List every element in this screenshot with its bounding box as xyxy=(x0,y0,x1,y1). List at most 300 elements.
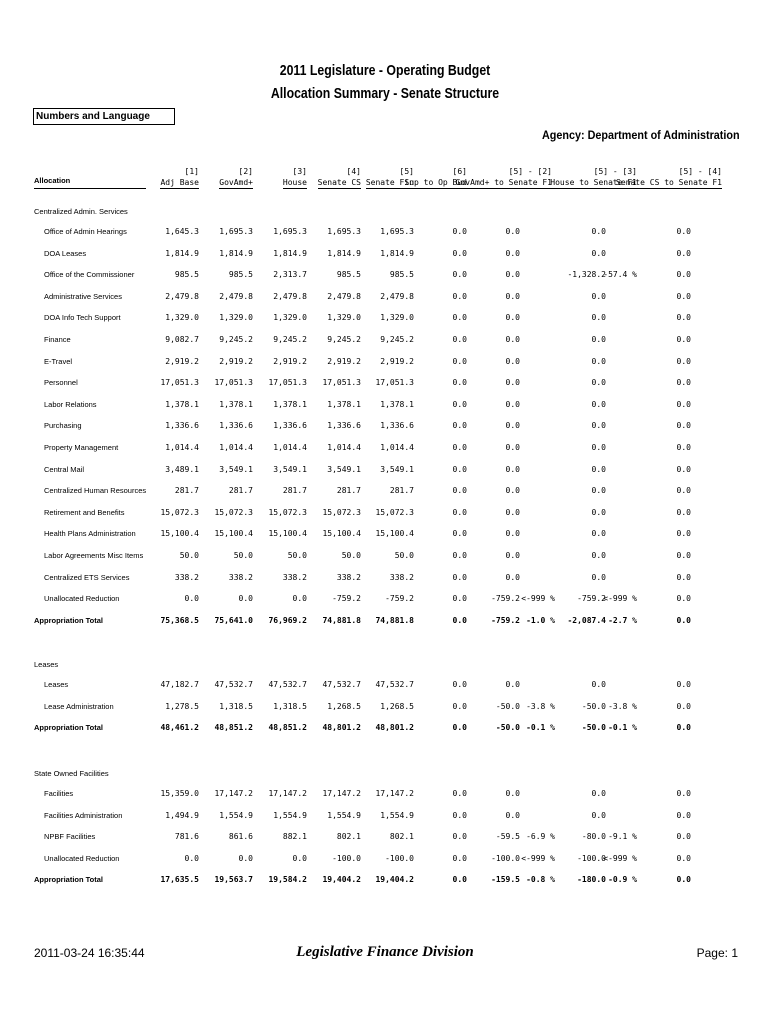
table-row xyxy=(0,421,770,435)
cell-value: 0.0 xyxy=(676,507,691,517)
row-label: E-Travel xyxy=(44,356,73,366)
cell-value: 0.0 xyxy=(452,421,467,431)
cell-value: 281.7 xyxy=(228,486,253,496)
column-header-number: [5] - [2] xyxy=(508,167,552,176)
cell-value: 0.0 xyxy=(676,421,691,431)
cell-value: 0.0 xyxy=(676,335,691,344)
table-row xyxy=(0,378,770,392)
appropriation-total-row xyxy=(0,616,770,630)
table-row xyxy=(0,357,770,371)
cell-value: 0.0 xyxy=(505,486,520,496)
cell-value: 0.0 xyxy=(591,443,606,452)
footer-timestamp: 2011-03-24 16:35:44 xyxy=(34,946,145,960)
cell-value: 861.6 xyxy=(228,832,253,842)
cell-value: 0.0 xyxy=(452,701,467,711)
cell-value: 0.0 xyxy=(452,680,467,689)
cell-value: 2,479.8 xyxy=(327,291,361,301)
cell-value: 0.0 xyxy=(452,853,467,863)
row-label: Administrative Services xyxy=(44,291,122,301)
cell-value: 0.0 xyxy=(452,832,467,842)
cell-value: 0.0 xyxy=(452,248,467,258)
cell-value: -759.2 xyxy=(385,594,414,604)
column-header xyxy=(283,166,307,189)
cell-value: 802.1 xyxy=(389,832,414,842)
cell-value: <-999 % xyxy=(521,594,555,604)
cell-value: 0.0 xyxy=(452,875,467,885)
cell-value: -6.9 % xyxy=(526,832,555,842)
cell-value: 0.0 xyxy=(292,853,307,863)
cell-value: 338.2 xyxy=(174,572,199,582)
cell-value: 0.0 xyxy=(505,291,520,301)
table-row xyxy=(0,443,770,457)
cell-value: 781.6 xyxy=(174,832,199,842)
cell-value: 0.0 xyxy=(452,443,467,452)
cell-value: 1,645.3 xyxy=(165,227,199,236)
cell-value: 0.0 xyxy=(505,248,520,258)
total-label: Appropriation Total xyxy=(34,615,104,625)
cell-value: 0.0 xyxy=(676,810,691,820)
column-header-name: House to Senate F1 xyxy=(550,178,637,187)
cell-value: 47,182.7 xyxy=(160,680,199,689)
cell-value: 50.0 xyxy=(394,551,414,560)
cell-value: 0.0 xyxy=(591,291,606,301)
cell-value: -759.2 xyxy=(491,594,520,604)
cell-value: 74,881.8 xyxy=(322,615,361,625)
row-label: Facilities xyxy=(44,789,74,798)
cell-value: 0.0 xyxy=(452,789,467,798)
cell-value: 0.0 xyxy=(452,378,467,388)
cell-value: 1,329.0 xyxy=(165,313,199,323)
cell-value: 0.0 xyxy=(676,356,691,366)
cell-value: 17,635.5 xyxy=(160,875,199,885)
allocation-header-underline xyxy=(34,188,146,189)
cell-value: 0.0 xyxy=(292,594,307,604)
allocation-header-label: Allocation xyxy=(34,176,71,185)
cell-value: 1,336.6 xyxy=(380,421,414,431)
cell-value: 0.0 xyxy=(452,399,467,409)
cell-value: 1,554.9 xyxy=(273,810,307,820)
cell-value: 17,051.3 xyxy=(322,378,361,388)
cell-value: 281.7 xyxy=(282,486,307,496)
cell-value: 0.0 xyxy=(452,270,467,280)
allocation-column-header xyxy=(34,176,146,189)
cell-value: 15,100.4 xyxy=(160,529,199,539)
cell-value: <-999 % xyxy=(521,853,555,863)
cell-value: 9,245.2 xyxy=(327,335,361,344)
cell-value: 0.0 xyxy=(505,789,520,798)
cell-value: 1,268.5 xyxy=(327,701,361,711)
cell-value: 1,329.0 xyxy=(219,313,253,323)
report-title: 2011 Legislature - Operating Budget xyxy=(279,62,491,79)
cell-value: 0.0 xyxy=(505,270,520,280)
cell-value: 15,072.3 xyxy=(214,507,253,517)
cell-value: 0.0 xyxy=(505,421,520,431)
cell-value: 1,814.9 xyxy=(273,248,307,258)
cell-value: 0.0 xyxy=(184,853,199,863)
table-row xyxy=(0,292,770,306)
cell-value: 0.0 xyxy=(505,227,520,236)
cell-value: 48,851.2 xyxy=(214,723,253,733)
cell-value: 1,554.9 xyxy=(327,810,361,820)
cell-value: 76,969.2 xyxy=(268,615,307,625)
cell-value: 0.0 xyxy=(676,529,691,539)
cell-value: 1,814.9 xyxy=(165,248,199,258)
table-row xyxy=(0,227,770,241)
cell-value: 0.0 xyxy=(676,227,691,236)
cell-value: -9.1 % xyxy=(608,832,637,842)
cell-value: -2.7 % xyxy=(608,615,637,625)
cell-value: 1,336.6 xyxy=(219,421,253,431)
column-header-number: [2] xyxy=(238,167,253,176)
row-label: Central Mail xyxy=(44,464,85,474)
cell-value: 0.0 xyxy=(452,291,467,301)
cell-value: 0.0 xyxy=(505,507,520,517)
cell-value: 1,329.0 xyxy=(380,313,414,323)
section-heading: Leases xyxy=(34,660,59,669)
cell-value: 15,100.4 xyxy=(268,529,307,539)
cell-value: 0.0 xyxy=(591,313,606,323)
column-header-name: GovAmd+ xyxy=(219,178,253,187)
cell-value: 75,641.0 xyxy=(214,615,253,625)
cell-value: 17,051.3 xyxy=(268,378,307,388)
cell-value: 802.1 xyxy=(336,832,361,842)
cell-value: 50.0 xyxy=(233,551,253,560)
table-row xyxy=(0,400,770,414)
cell-value: 985.5 xyxy=(336,270,361,280)
cell-value: 0.0 xyxy=(676,572,691,582)
cell-value: 882.1 xyxy=(282,832,307,842)
cell-value: 0.0 xyxy=(452,529,467,539)
cell-value: 15,072.3 xyxy=(268,507,307,517)
cell-value: 75,368.5 xyxy=(160,615,199,625)
cell-value: 1,695.3 xyxy=(219,227,253,236)
total-label: Appropriation Total xyxy=(34,875,104,885)
cell-value: 0.0 xyxy=(505,464,520,474)
cell-value: 0.0 xyxy=(591,356,606,366)
cell-value: 0.0 xyxy=(591,378,606,388)
cell-value: 0.0 xyxy=(676,875,691,885)
cell-value: 0.0 xyxy=(452,486,467,496)
cell-value: 1,814.9 xyxy=(219,248,253,258)
cell-value: 0.0 xyxy=(238,853,253,863)
table-row xyxy=(0,702,770,716)
column-header xyxy=(160,166,199,189)
cell-value: 47,532.7 xyxy=(322,680,361,689)
cell-value: 0.0 xyxy=(676,789,691,798)
cell-value: 3,549.1 xyxy=(273,464,307,474)
column-header-number: [5] - [3] xyxy=(593,167,637,176)
cell-value: 0.0 xyxy=(591,248,606,258)
row-label: Labor Agreements Misc Items xyxy=(44,551,144,560)
cell-value: 0.0 xyxy=(676,701,691,711)
cell-value: 0.0 xyxy=(591,335,606,344)
cell-value: <-999 % xyxy=(603,594,637,604)
row-label: Unallocated Reduction xyxy=(44,594,120,604)
table-row xyxy=(0,486,770,500)
cell-value: 1,695.3 xyxy=(380,227,414,236)
cell-value: 0.0 xyxy=(591,399,606,409)
cell-value: 48,801.2 xyxy=(322,723,361,733)
numbers-and-language-box: Numbers and Language xyxy=(33,108,175,125)
cell-value: 1,494.9 xyxy=(165,810,199,820)
cell-value: 1,554.9 xyxy=(380,810,414,820)
cell-value: 1,329.0 xyxy=(273,313,307,323)
cell-value: 9,245.2 xyxy=(219,335,253,344)
cell-value: 15,072.3 xyxy=(160,507,199,517)
cell-value: 19,584.2 xyxy=(268,875,307,885)
cell-value: 0.0 xyxy=(591,789,606,798)
cell-value: 17,147.2 xyxy=(214,789,253,798)
cell-value: -0.8 % xyxy=(526,875,555,885)
cell-value: 0.0 xyxy=(505,572,520,582)
cell-value: 1,329.0 xyxy=(327,313,361,323)
cell-value: 0.0 xyxy=(452,572,467,582)
cell-value: 0.0 xyxy=(676,313,691,323)
cell-value: 0.0 xyxy=(452,810,467,820)
cell-value: 1,014.4 xyxy=(165,443,199,452)
cell-value: 0.0 xyxy=(591,680,606,689)
cell-value: 50.0 xyxy=(287,551,307,560)
cell-value: 48,461.2 xyxy=(160,723,199,733)
cell-value: 338.2 xyxy=(336,572,361,582)
table-row xyxy=(0,529,770,543)
cell-value: 17,051.3 xyxy=(160,378,199,388)
cell-value: 15,100.4 xyxy=(322,529,361,539)
column-header-name: GovAmd+ to Senate F1 xyxy=(455,178,552,187)
cell-value: 0.0 xyxy=(591,529,606,539)
cell-value: 1,336.6 xyxy=(327,421,361,431)
table-row xyxy=(0,811,770,825)
cell-value: 0.0 xyxy=(591,507,606,517)
cell-value: 0.0 xyxy=(591,810,606,820)
cell-value: 9,082.7 xyxy=(165,335,199,344)
table-row xyxy=(0,249,770,263)
cell-value: -50.0 xyxy=(495,723,520,733)
cell-value: 15,359.0 xyxy=(160,789,199,798)
cell-value: 0.0 xyxy=(505,399,520,409)
cell-value: 1,554.9 xyxy=(219,810,253,820)
cell-value: 0.0 xyxy=(676,832,691,842)
total-label: Appropriation Total xyxy=(34,723,104,733)
cell-value: 3,549.1 xyxy=(380,464,414,474)
cell-value: 1,695.3 xyxy=(327,227,361,236)
cell-value: 0.0 xyxy=(238,594,253,604)
section-heading: State Owned Facilities xyxy=(34,769,109,778)
column-header xyxy=(456,166,552,189)
footer-division: Legislative Finance Division xyxy=(296,944,474,960)
cell-value: 1,378.1 xyxy=(327,399,361,409)
row-label: Property Management xyxy=(44,443,119,452)
cell-value: 15,072.3 xyxy=(322,507,361,517)
cell-value: 0.0 xyxy=(505,680,520,689)
row-label: Health Plans Administration xyxy=(44,529,136,539)
cell-value: 2,479.8 xyxy=(273,291,307,301)
column-header-number: [5] - [4] xyxy=(678,167,722,176)
cell-value: -50.0 xyxy=(581,723,606,733)
cell-value: 2,479.8 xyxy=(380,291,414,301)
cell-value: 0.0 xyxy=(676,486,691,496)
cell-value: 0.0 xyxy=(676,615,691,625)
cell-value: 0.0 xyxy=(676,270,691,280)
cell-value: -1.0 % xyxy=(526,615,555,625)
cell-value: 47,532.7 xyxy=(214,680,253,689)
cell-value: 0.0 xyxy=(676,594,691,604)
cell-value: 1,378.1 xyxy=(219,399,253,409)
cell-value: 1,336.6 xyxy=(165,421,199,431)
table-row xyxy=(0,680,770,694)
cell-value: 1,278.5 xyxy=(165,701,199,711)
table-row xyxy=(0,313,770,327)
cell-value: 0.0 xyxy=(676,464,691,474)
cell-value: 0.0 xyxy=(676,248,691,258)
cell-value: 17,051.3 xyxy=(375,378,414,388)
cell-value: 338.2 xyxy=(228,572,253,582)
cell-value: 1,318.5 xyxy=(219,701,253,711)
row-label: Unallocated Reduction xyxy=(44,853,120,863)
row-label: DOA Leases xyxy=(44,248,87,258)
cell-value: 0.0 xyxy=(676,399,691,409)
cell-value: -159.5 xyxy=(491,875,520,885)
cell-value: 1,014.4 xyxy=(327,443,361,452)
appropriation-total-row xyxy=(0,723,770,737)
row-label: Centralized Human Resources xyxy=(44,486,147,496)
cell-value: 17,051.3 xyxy=(214,378,253,388)
cell-value: 0.0 xyxy=(591,486,606,496)
cell-value: 0.0 xyxy=(676,378,691,388)
cell-value: 2,919.2 xyxy=(327,356,361,366)
cell-value: 0.0 xyxy=(452,615,467,625)
cell-value: -50.0 xyxy=(495,701,520,711)
column-header-number: [3] xyxy=(292,167,307,176)
cell-value: 0.0 xyxy=(505,356,520,366)
cell-value: 0.0 xyxy=(591,572,606,582)
column-header-name: House xyxy=(282,178,307,187)
cell-value: 281.7 xyxy=(336,486,361,496)
cell-value: 0.0 xyxy=(505,443,520,452)
cell-value: 2,919.2 xyxy=(165,356,199,366)
cell-value: 1,336.6 xyxy=(273,421,307,431)
cell-value: 9,245.2 xyxy=(380,335,414,344)
cell-value: 1,695.3 xyxy=(273,227,307,236)
cell-value: -2,087.4 xyxy=(567,615,606,625)
cell-value: -50.0 xyxy=(581,701,606,711)
cell-value: 48,801.2 xyxy=(375,723,414,733)
cell-value: 3,549.1 xyxy=(219,464,253,474)
cell-value: 74,881.8 xyxy=(375,615,414,625)
cell-value: -100.0 xyxy=(577,853,606,863)
table-row xyxy=(0,789,770,803)
report-subtitle: Allocation Summary - Senate Structure xyxy=(270,85,500,102)
cell-value: 48,851.2 xyxy=(268,723,307,733)
cell-value: 0.0 xyxy=(452,227,467,236)
cell-value: 0.0 xyxy=(452,335,467,344)
cell-value: 50.0 xyxy=(179,551,199,560)
column-header-number: [5] xyxy=(399,167,414,176)
cell-value: 0.0 xyxy=(591,421,606,431)
cell-value: 0.0 xyxy=(676,723,691,733)
cell-value: -0.1 % xyxy=(608,723,637,733)
row-label: Finance xyxy=(44,335,71,344)
cell-value: 1,268.5 xyxy=(380,701,414,711)
cell-value: 0.0 xyxy=(505,810,520,820)
row-label: DOA Info Tech Support xyxy=(44,313,121,323)
cell-value: 1,014.4 xyxy=(273,443,307,452)
row-label: Lease Administration xyxy=(44,701,114,711)
table-row xyxy=(0,854,770,868)
cell-value: 0.0 xyxy=(505,313,520,323)
cell-value: 17,147.2 xyxy=(268,789,307,798)
cell-value: 15,072.3 xyxy=(375,507,414,517)
row-label: Retirement and Benefits xyxy=(44,507,125,517)
column-header-name: Senate Fin xyxy=(365,178,414,187)
cell-value: -180.0 xyxy=(577,875,606,885)
column-header-name: Adj Base xyxy=(160,178,199,187)
table-row xyxy=(0,594,770,608)
cell-value: 2,479.8 xyxy=(219,291,253,301)
column-header xyxy=(318,166,361,189)
cell-value: <-999 % xyxy=(603,853,637,863)
row-label: Centralized ETS Services xyxy=(44,572,130,582)
cell-value: 1,014.4 xyxy=(380,443,414,452)
cell-value: 17,147.2 xyxy=(375,789,414,798)
row-label: NPBF Facilities xyxy=(44,832,96,842)
table-row xyxy=(0,832,770,846)
column-header-name: Senate CS to Senate F1 xyxy=(616,178,722,187)
cell-value: -0.9 % xyxy=(608,875,637,885)
cell-value: 0.0 xyxy=(452,594,467,604)
column-header-name: Sup to Op Bud xyxy=(404,178,467,187)
column-header-name: Senate CS xyxy=(317,178,361,187)
cell-value: 2,313.7 xyxy=(273,270,307,280)
cell-value: 3,549.1 xyxy=(327,464,361,474)
agency-label: Agency: Department of Administration xyxy=(542,128,740,142)
cell-value: 15,100.4 xyxy=(214,529,253,539)
cell-value: -59.5 xyxy=(495,832,520,842)
cell-value: -100.0 xyxy=(332,853,361,863)
cell-value: 19,404.2 xyxy=(322,875,361,885)
row-label: Personnel xyxy=(44,378,78,388)
table-row xyxy=(0,270,770,284)
cell-value: -759.2 xyxy=(332,594,361,604)
table-row xyxy=(0,573,770,587)
cell-value: 1,814.9 xyxy=(380,248,414,258)
cell-value: 1,378.1 xyxy=(165,399,199,409)
cell-value: 0.0 xyxy=(676,853,691,863)
column-header xyxy=(219,166,253,189)
cell-value: 281.7 xyxy=(174,486,199,496)
cell-value: 338.2 xyxy=(389,572,414,582)
cell-value: 0.0 xyxy=(505,551,520,560)
cell-value: 0.0 xyxy=(591,464,606,474)
cell-value: 338.2 xyxy=(282,572,307,582)
cell-value: 2,479.8 xyxy=(165,291,199,301)
cell-value: -3.8 % xyxy=(526,701,555,711)
cell-value: -80.0 xyxy=(581,832,606,842)
cell-value: -3.8 % xyxy=(608,701,637,711)
cell-value: 0.0 xyxy=(505,378,520,388)
cell-value: 0.0 xyxy=(452,507,467,517)
cell-value: 1,814.9 xyxy=(327,248,361,258)
row-label: Office of Admin Hearings xyxy=(44,227,127,236)
cell-value: 0.0 xyxy=(591,227,606,236)
cell-value: 50.0 xyxy=(341,551,361,560)
cell-value: 17,147.2 xyxy=(322,789,361,798)
cell-value: 985.5 xyxy=(228,270,253,280)
cell-value: -100.0 xyxy=(385,853,414,863)
cell-value: 2,919.2 xyxy=(380,356,414,366)
cell-value: 47,532.7 xyxy=(375,680,414,689)
cell-value: 1,014.4 xyxy=(219,443,253,452)
